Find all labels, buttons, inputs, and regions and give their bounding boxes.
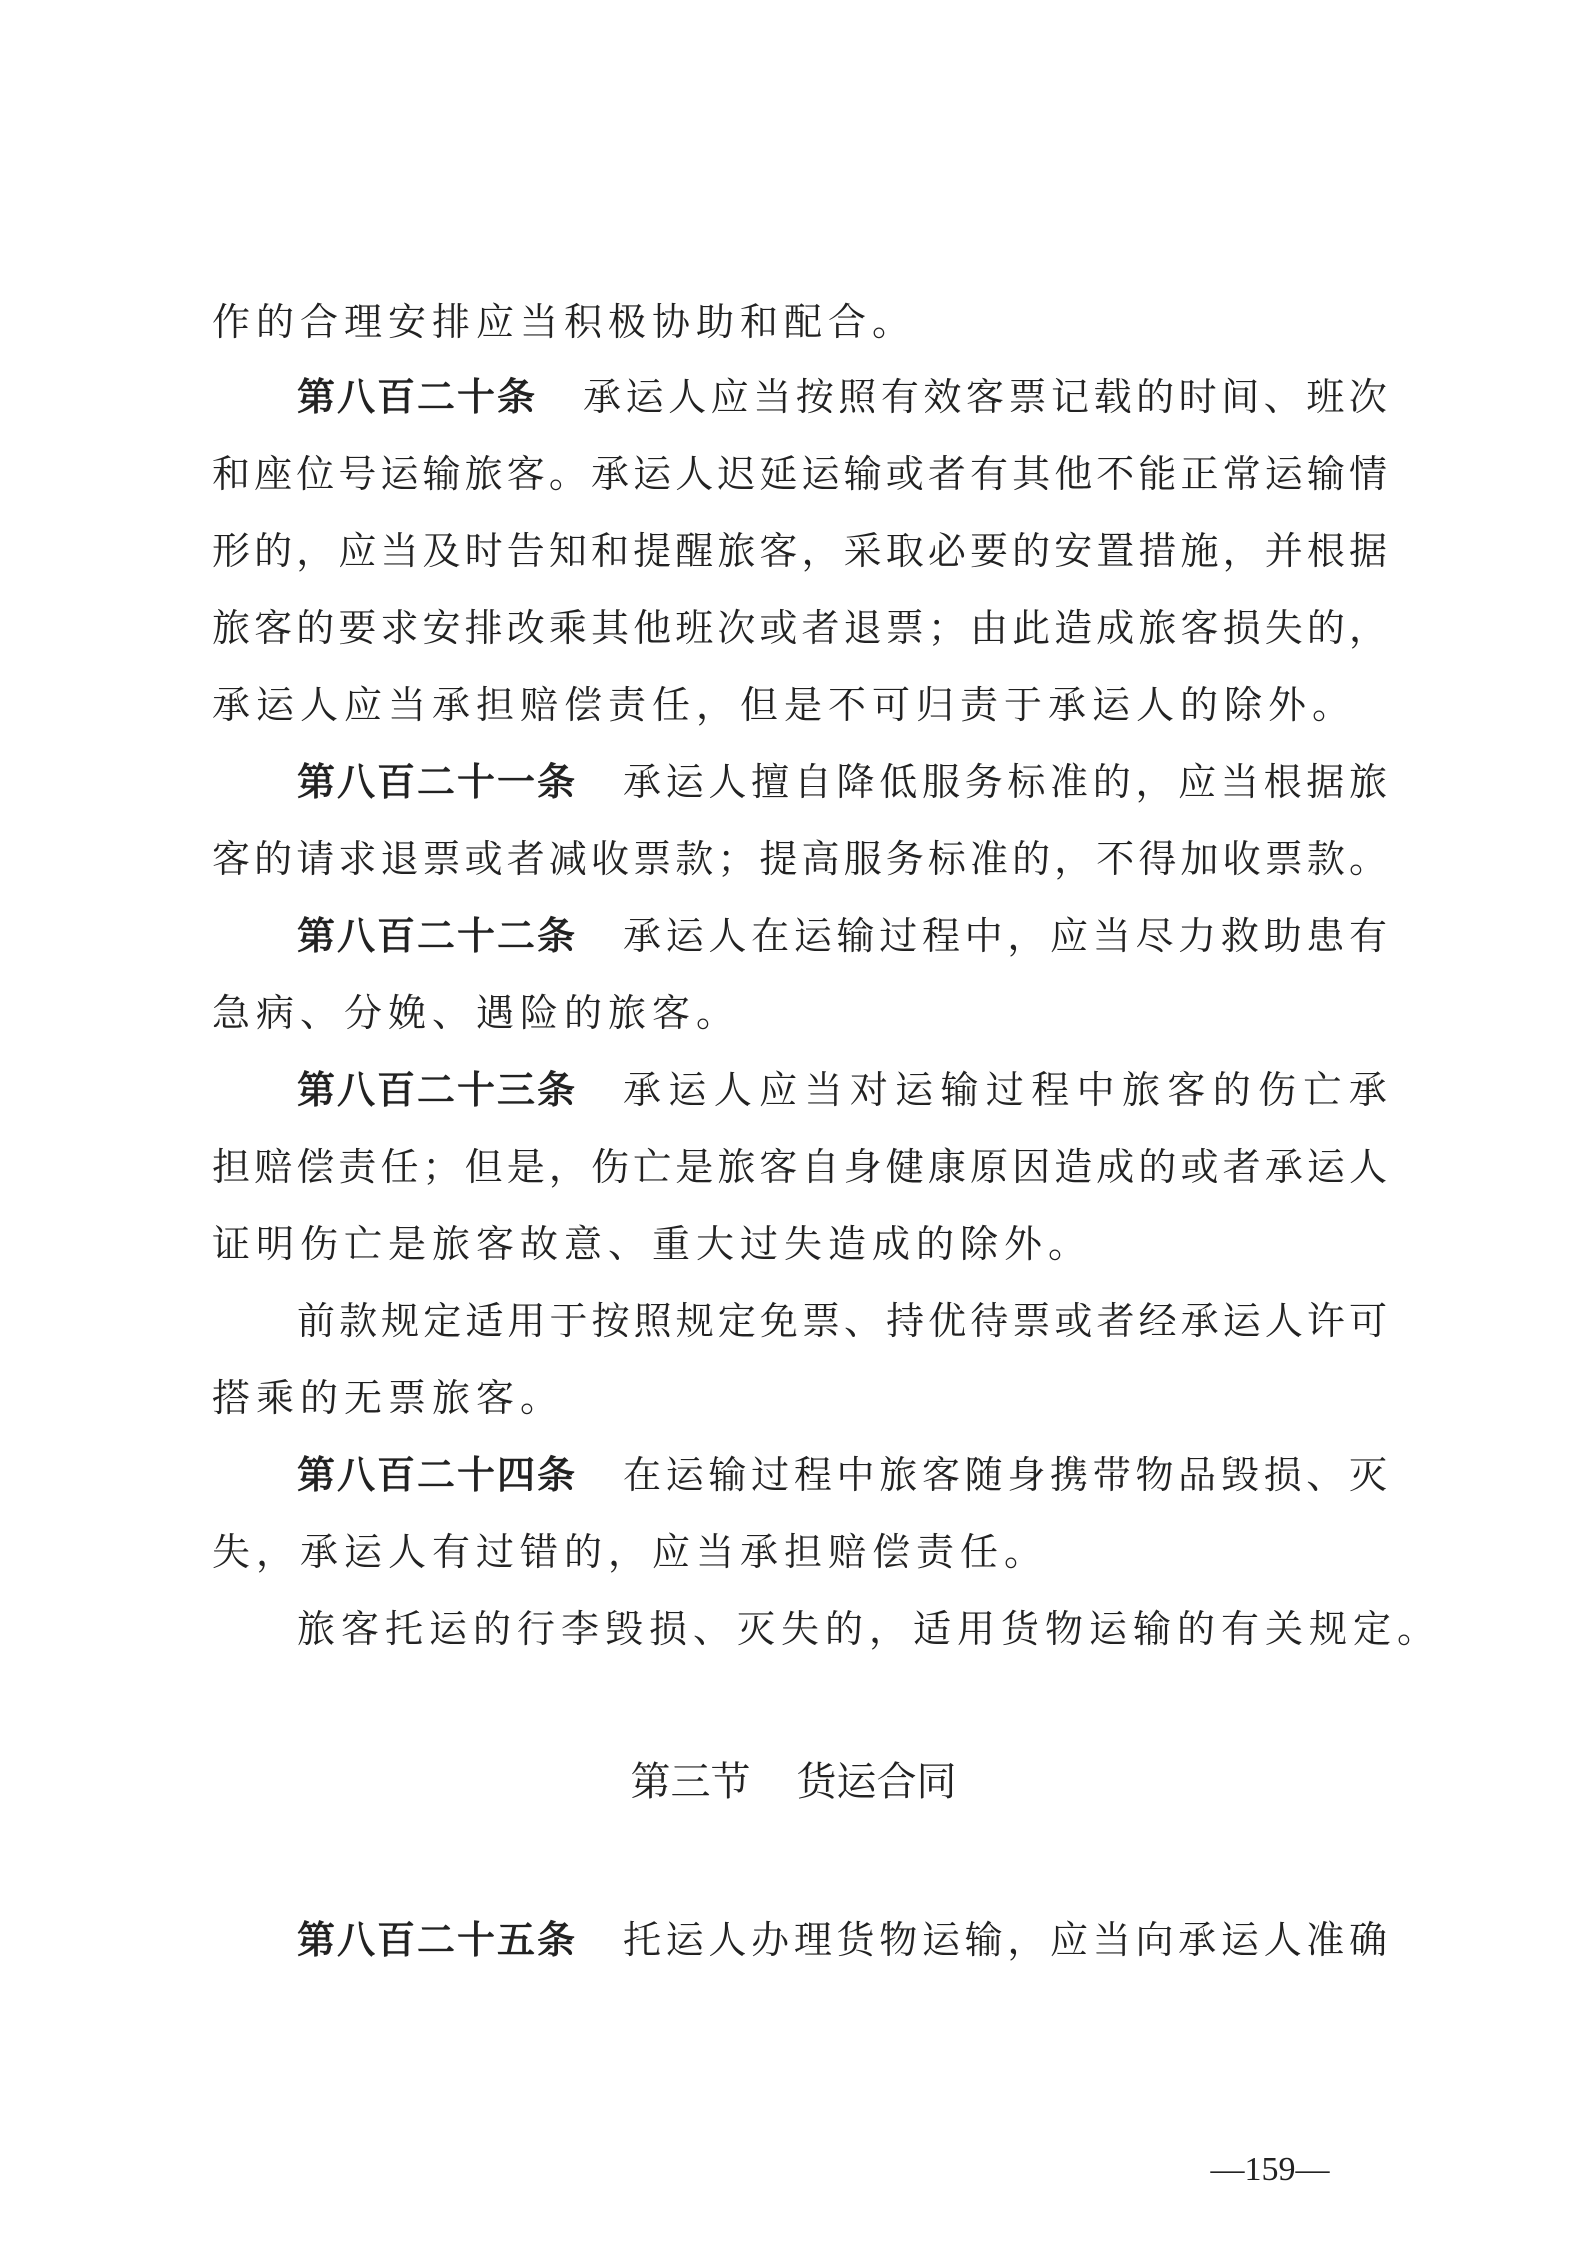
text-line: 证明伤亡是旅客故意、重大过失造成的除外。 xyxy=(212,1222,1093,1266)
text-line: 旅客托运的行李毁损、灭失的，适用货物运输的有关规定。 xyxy=(297,1607,1442,1651)
text-line: 托 运 人 办 理 货 物 运 输 ， 应 当 向 承 运 人 准 确 xyxy=(623,1918,1387,1962)
text-line: 承 运 人 应 当 按 照 有 效 客 票 记 载 的 时 间 、 班 次 xyxy=(583,375,1387,419)
article-number: 第八百二十五条 xyxy=(297,1918,578,1962)
text-line: 担 赔 偿 责 任 ； 但 是 ， 伤 亡 是 旅 客 自 身 健 康 原 因 造 成 的 或 者 承 运 人 xyxy=(212,1145,1387,1189)
page-number: —159— xyxy=(1210,2151,1330,2188)
article-number: 第八百二十二条 xyxy=(297,914,578,958)
section-heading xyxy=(0,1752,1587,1812)
article-number: 第八百二十三条 xyxy=(297,1068,578,1112)
text-line: 失，承运人有过错的，应当承担赔偿责任。 xyxy=(212,1530,1049,1574)
article-820-line xyxy=(297,367,1387,427)
text-line: 承 运 人 擅 自 降 低 服 务 标 准 的 ， 应 当 根 据 旅 xyxy=(623,760,1387,804)
text-line: 急病、分娩、遇险的旅客。 xyxy=(212,991,741,1035)
text-line: 前 款 规 定 适 用 于 按 照 规 定 免 票 、 持 优 待 票 或 者 经 承 运 人 许 可 xyxy=(297,1299,1387,1343)
text-line: 承 运 人 在 运 输 过 程 中 ， 应 当 尽 力 救 助 患 有 xyxy=(623,914,1387,958)
article-number: 第八百二十条 xyxy=(297,375,538,419)
text-line: 承运人应当承担赔偿责任，但是不可归责于承运人的除外。 xyxy=(212,683,1357,727)
article-number: 第八百二十一条 xyxy=(297,760,578,804)
text-line: 客 的 请 求 退 票 或 者 减 收 票 款 ； 提 高 服 务 标 准 的 ， 不 得 加 收 票 款 。 xyxy=(212,837,1387,881)
article-822-line xyxy=(297,906,1387,966)
text-line: 搭乘的无票旅客。 xyxy=(212,1376,565,1420)
article-825-line xyxy=(297,1910,1387,1970)
section-title: 货运合同 xyxy=(796,1759,957,1805)
section-number: 第三节 xyxy=(630,1759,751,1805)
article-821-line xyxy=(297,752,1387,812)
text-line: 和 座 位 号 运 输 旅 客 。 承 运 人 迟 延 运 输 或 者 有 其 他 不 能 正 常 运 输 情 xyxy=(212,452,1387,496)
text-line: 在 运 输 过 程 中 旅 客 随 身 携 带 物 品 毁 损 、 灭 xyxy=(623,1453,1387,1497)
text-line: 作的合理安排应当积极协助和配合。 xyxy=(212,300,917,344)
article-823-line xyxy=(297,1060,1387,1120)
article-824-line xyxy=(297,1445,1387,1505)
text-line: 旅 客 的 要 求 安 排 改 乘 其 他 班 次 或 者 退 票 ； 由 此 造 成 旅 客 损 失 的 ， xyxy=(212,606,1387,650)
text-line: 承 运 人 应 当 对 运 输 过 程 中 旅 客 的 伤 亡 承 xyxy=(623,1068,1387,1112)
text-line: 形 的 ， 应 当 及 时 告 知 和 提 醒 旅 客 ， 采 取 必 要 的 安 置 措 施 ， 并 根 据 xyxy=(212,529,1387,573)
article-number: 第八百二十四条 xyxy=(297,1453,578,1497)
